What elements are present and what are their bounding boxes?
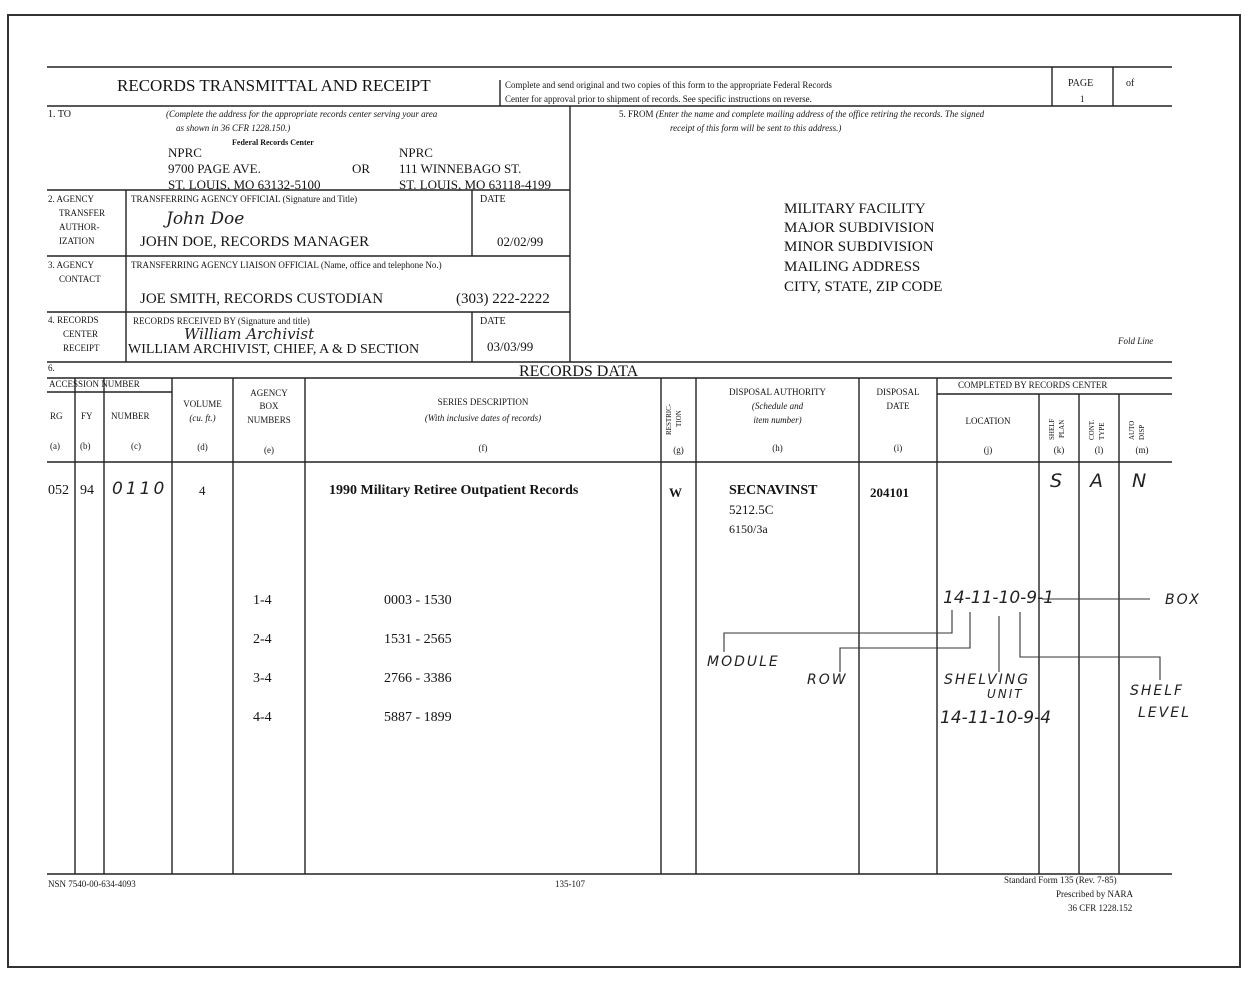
col-location-code: (j) bbox=[983, 445, 993, 455]
entry-authority-2: 5212.5C bbox=[729, 502, 774, 517]
col-restriction-header bbox=[662, 385, 696, 440]
entry-auto-disp: N bbox=[1132, 470, 1147, 492]
annotation-shelf-1: SHELF bbox=[1130, 683, 1185, 699]
col-series-1: SERIES DESCRIPTION bbox=[437, 397, 529, 407]
col-shelf-code: (k) bbox=[1053, 445, 1065, 455]
receiving-official-name: WILLIAM ARCHIVIST, CHIEF, A & D SECTION bbox=[128, 342, 420, 357]
footer-prescribed: Prescribed by NARA bbox=[1056, 889, 1133, 899]
col-boxes-code: (e) bbox=[264, 445, 274, 455]
col-fy: FY bbox=[81, 411, 93, 421]
col-boxes-2: BOX bbox=[259, 401, 279, 411]
annotation-leaders bbox=[724, 599, 1160, 680]
entry-fy: 94 bbox=[80, 483, 94, 498]
col-shelf-header bbox=[1040, 400, 1078, 444]
col-authority-code: (h) bbox=[772, 443, 783, 453]
col-series-code: (f) bbox=[478, 443, 488, 453]
transfer-signature: John Doe bbox=[166, 209, 245, 229]
address1-line1: NPRC bbox=[168, 145, 202, 160]
col-restriction-2: TION bbox=[675, 410, 683, 427]
agency-transfer-label-1: 2. AGENCY bbox=[48, 194, 95, 204]
from-line3: MINOR SUBDIVISION bbox=[784, 239, 934, 255]
col-series-2: (With inclusive dates of records) bbox=[424, 413, 542, 423]
from-line4: MAILING ADDRESS bbox=[784, 259, 921, 275]
annotation-module: MODULE bbox=[707, 654, 780, 670]
annotation-shelving-2: UNIT bbox=[987, 687, 1024, 701]
col-authority-1: DISPOSAL AUTHORITY bbox=[729, 387, 826, 397]
received-by-label: RECORDS RECEIVED BY (Signature and title) bbox=[133, 316, 310, 326]
receipt-label-2: CENTER bbox=[63, 329, 98, 339]
transfer-date: 02/02/99 bbox=[497, 234, 544, 249]
footer-nsn: NSN 7540-00-634-4093 bbox=[48, 879, 136, 889]
annotation-shelf-2: LEVEL bbox=[1138, 705, 1191, 721]
from-line1: MILITARY FACILITY bbox=[784, 201, 926, 217]
from-line5: CITY, STATE, ZIP CODE bbox=[784, 279, 943, 295]
to-instructions-line2: as shown in 36 CFR 1228.150.) bbox=[176, 123, 291, 133]
col-authority-2: (Schedule and bbox=[751, 401, 804, 411]
liaison-phone: (303) 222-2222 bbox=[456, 291, 550, 307]
fold-line-label: Fold Line bbox=[1118, 336, 1154, 346]
box-number: 3-4 bbox=[253, 671, 272, 686]
box-range: 0003 - 1530 bbox=[384, 593, 452, 608]
footer-standard-form: Standard Form 135 (Rev. 7-85) bbox=[1004, 875, 1117, 885]
col-disposal-1: DISPOSAL bbox=[876, 387, 920, 397]
col-rg: RG bbox=[50, 411, 63, 421]
box-range: 1531 - 2565 bbox=[384, 632, 452, 647]
box-range: 2766 - 3386 bbox=[384, 671, 452, 686]
accession-number-header: ACCESSION NUMBER bbox=[49, 379, 140, 389]
header-instructions-line2: Center for approval prior to shipment of records. See specific instructions on reverse. bbox=[505, 94, 812, 104]
receipt-signature: William Archivist bbox=[184, 325, 315, 343]
col-restriction-1: RESTRIC- bbox=[665, 403, 673, 435]
col-auto-code: (m) bbox=[1135, 445, 1149, 455]
entry-shelf-plan: S bbox=[1050, 470, 1063, 492]
col-disposal-2: DATE bbox=[886, 401, 910, 411]
entry-series: 1990 Military Retiree Outpatient Records bbox=[329, 483, 579, 498]
entry-cont-type: A bbox=[1090, 470, 1103, 492]
page-number: 1 bbox=[1080, 94, 1085, 104]
address1-line2: 9700 PAGE AVE. bbox=[168, 161, 261, 176]
agency-contact-label-1: 3. AGENCY bbox=[48, 260, 95, 270]
entry-authority-3: 6150/3a bbox=[729, 522, 768, 536]
to-instructions-line1: (Complete the address for the appropriate records center serving your area bbox=[166, 109, 438, 119]
entry-volume: 4 bbox=[199, 483, 206, 498]
page-label: PAGE bbox=[1068, 78, 1094, 89]
address2-line1: NPRC bbox=[399, 145, 433, 160]
from-label: 5. FROM bbox=[619, 109, 654, 119]
header-instructions-line1: Complete and send original and two copies of this form to the appropriate Federal Records bbox=[505, 80, 832, 90]
agency-transfer-label-3: AUTHOR- bbox=[59, 222, 100, 232]
or-label: OR bbox=[352, 161, 371, 176]
entry-rg: 052 bbox=[48, 483, 69, 498]
col-cont-1: CONT. bbox=[1088, 419, 1096, 440]
entry-authority-1: SECNAVINST bbox=[729, 483, 818, 498]
box-range: 5887 - 1899 bbox=[384, 710, 452, 725]
col-volume-2: (cu. ft.) bbox=[189, 413, 216, 423]
receipt-label-1: 4. RECORDS bbox=[48, 315, 99, 325]
address2-line3: ST. LOUIS, MO 63118-4199 bbox=[399, 177, 552, 192]
agency-contact-label-2: CONTACT bbox=[59, 274, 101, 284]
transfer-date-label: DATE bbox=[480, 194, 506, 205]
footer-form-code: 135-107 bbox=[555, 879, 585, 889]
receipt-date: 03/03/99 bbox=[487, 339, 534, 354]
annotation-shelving-1: SHELVING bbox=[944, 672, 1031, 688]
annotation-location-1: 14-11-10-9-1 bbox=[943, 588, 1055, 608]
col-cont-header bbox=[1080, 400, 1118, 444]
col-volume-code: (d) bbox=[197, 442, 208, 452]
col-number: NUMBER bbox=[111, 411, 150, 421]
col-restriction-code: (g) bbox=[673, 445, 684, 455]
entry-restriction: W bbox=[669, 485, 682, 500]
col-shelf-2: PLAN bbox=[1058, 419, 1066, 438]
receipt-label-3: RECEIPT bbox=[63, 343, 100, 353]
transferring-official-name: JOHN DOE, RECORDS MANAGER bbox=[140, 234, 370, 250]
col-shelf-1: SHELF bbox=[1048, 418, 1056, 440]
from-instructions-line2: receipt of this form will be sent to this address.) bbox=[670, 123, 842, 133]
col-number-code: (c) bbox=[131, 441, 141, 451]
col-auto-1: AUTO bbox=[1128, 420, 1136, 440]
annotation-location-2: 14-11-10-9-4 bbox=[940, 708, 1052, 728]
annotation-box: BOX bbox=[1165, 592, 1201, 608]
col-volume-1: VOLUME bbox=[183, 399, 222, 409]
annotation-row: ROW bbox=[807, 672, 848, 688]
from-line2: MAJOR SUBDIVISION bbox=[784, 220, 935, 236]
section-number: 6. bbox=[48, 363, 55, 373]
entry-number: 0110 bbox=[112, 479, 168, 499]
liaison-official-name: JOE SMITH, RECORDS CUSTODIAN bbox=[140, 291, 384, 307]
col-rg-code: (a) bbox=[50, 441, 60, 451]
col-fy-code: (b) bbox=[80, 441, 91, 451]
form-title: RECORDS TRANSMITTAL AND RECEIPT bbox=[117, 76, 431, 95]
page-of-label: of bbox=[1126, 78, 1135, 89]
federal-records-center-label: Federal Records Center bbox=[232, 138, 314, 147]
col-disposal-code: (i) bbox=[893, 443, 903, 453]
col-auto-2: DISP bbox=[1138, 424, 1146, 440]
agency-transfer-label-4: IZATION bbox=[59, 236, 95, 246]
col-authority-3: item number) bbox=[753, 415, 802, 425]
address1-line3: ST. LOUIS, MO 63132-5100 bbox=[168, 177, 321, 192]
liaison-official-label: TRANSFERRING AGENCY LIAISON OFFICIAL (Name, office and telephone No.) bbox=[131, 260, 442, 270]
col-cont-2: TYPE bbox=[1098, 422, 1106, 440]
agency-transfer-label-2: TRANSFER bbox=[59, 208, 106, 218]
records-data-title: RECORDS DATA bbox=[519, 363, 639, 380]
receipt-date-label: DATE bbox=[480, 316, 506, 327]
to-label: 1. TO bbox=[48, 109, 71, 120]
box-number: 2-4 bbox=[253, 632, 272, 647]
from-instructions-line1: 5. FROM (Enter the name and complete mailing address of the office retiring the records. The signed bbox=[619, 109, 985, 119]
col-location: LOCATION bbox=[965, 416, 1011, 426]
box-number: 1-4 bbox=[253, 593, 272, 608]
col-boxes-3: NUMBERS bbox=[247, 415, 291, 425]
address2-line2: 111 WINNEBAGO ST. bbox=[399, 161, 522, 176]
col-cont-code: (l) bbox=[1094, 445, 1104, 455]
entry-disposal-date: 204101 bbox=[870, 485, 909, 500]
transferring-official-label: TRANSFERRING AGENCY OFFICIAL (Signature and Title) bbox=[131, 194, 358, 204]
footer-cfr: 36 CFR 1228.152 bbox=[1068, 903, 1133, 913]
col-boxes-1: AGENCY bbox=[250, 388, 288, 398]
completed-by-center-header: COMPLETED BY RECORDS CENTER bbox=[958, 380, 1108, 390]
box-number: 4-4 bbox=[253, 710, 272, 725]
col-auto-header bbox=[1120, 400, 1160, 444]
